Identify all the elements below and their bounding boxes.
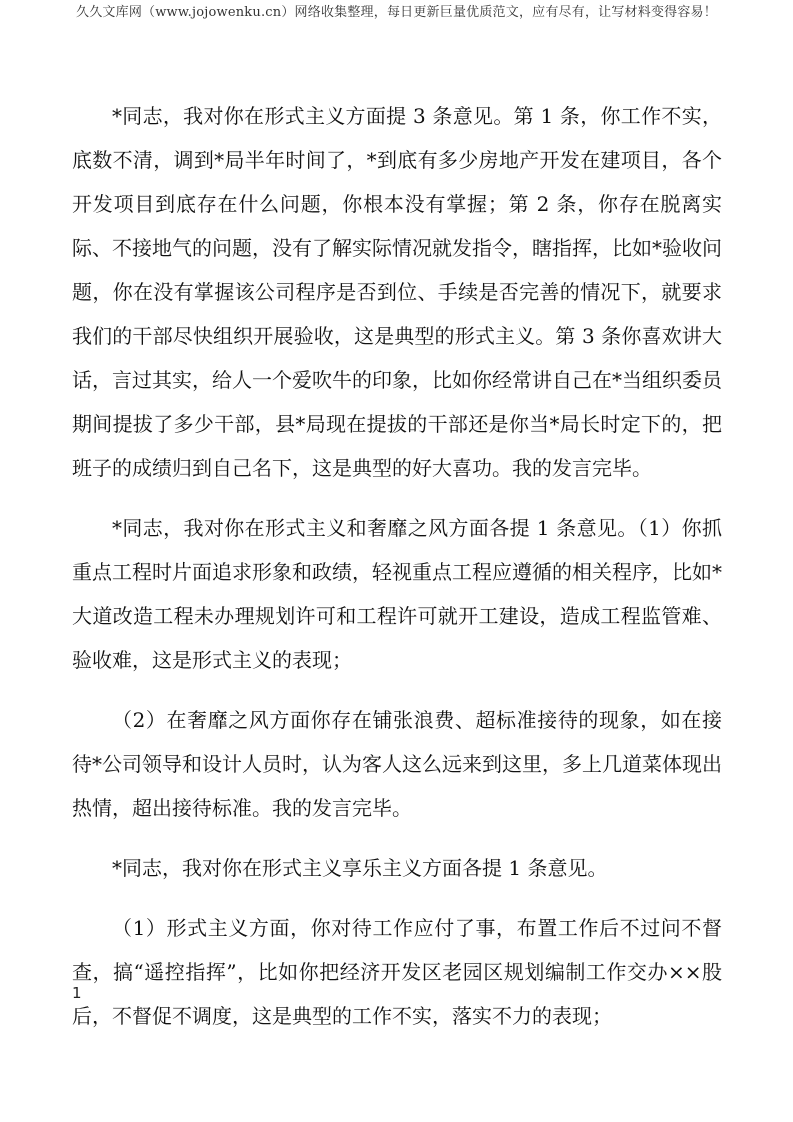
paragraph-1: *同志，我对你在形式主义方面提 3 条意见。第 1 条，你工作不实，底数不清，调到*局半年时间了，*到底有多少房地产开发在建项目，各个开发项目到底存在什么问题，你根本没有掌握；第 2 条，你存在脱离实际、不接地气的问题，没有了解实际情况就发指令，瞎指挥，比如*验收问题，你在没有掌握该公司程序是否到位、手续是否完善的情况下，就要求我们的干部尽快组织开展验收，这是典型的形式主义。第 3 条你喜欢讲大话，言过其实，给人一个爱吹牛的印象，比如你经常讲自己在*当组织委员期间提拔了多少干部，县*局现在提拔的干部还是你当*局长时定下的，把班子的成绩归到自己名下，这是典型的好大喜功。我的发言完毕。 (72, 104, 722, 480)
paragraph-5: （1）形式主义方面，你对待工作应付了事，布置工作后不过问不督查，搞“遥控指挥”，比如你把经济开发区老园区规划编制工作交办××股后，不督促不调度，这是典型的工作不实，落实不力的表现； (72, 916, 722, 1028)
paragraph-4: *同志，我对你在形式主义享乐主义方面各提 1 条意见。 (112, 856, 608, 880)
document-body (72, 94, 722, 1038)
page-header: 久久文库网（www.jojowenku.cn）网络收集整理，每日更新巨量优质范文，应有尽有，让写材料变得容易！ (76, 5, 717, 20)
page-number: 1 (72, 984, 82, 1002)
paragraph-2: *同志，我对你在形式主义和奢靡之风方面各提 1 条意见。（1）你抓重点工程时片面追求形象和政绩，轻视重点工程应遵循的相关程序，比如*大道改造工程未办理规划许可和工程许可就开工建设，造成工程监管难、验收难，这是形式主义的表现； (72, 516, 722, 672)
paragraph-3: （2）在奢靡之风方面你存在铺张浪费、超标准接待的现象，如在接待*公司领导和设计人员时，认为客人这么远来到这里，多上几道菜体现出热情，超出接待标准。我的发言完毕。 (72, 708, 722, 820)
